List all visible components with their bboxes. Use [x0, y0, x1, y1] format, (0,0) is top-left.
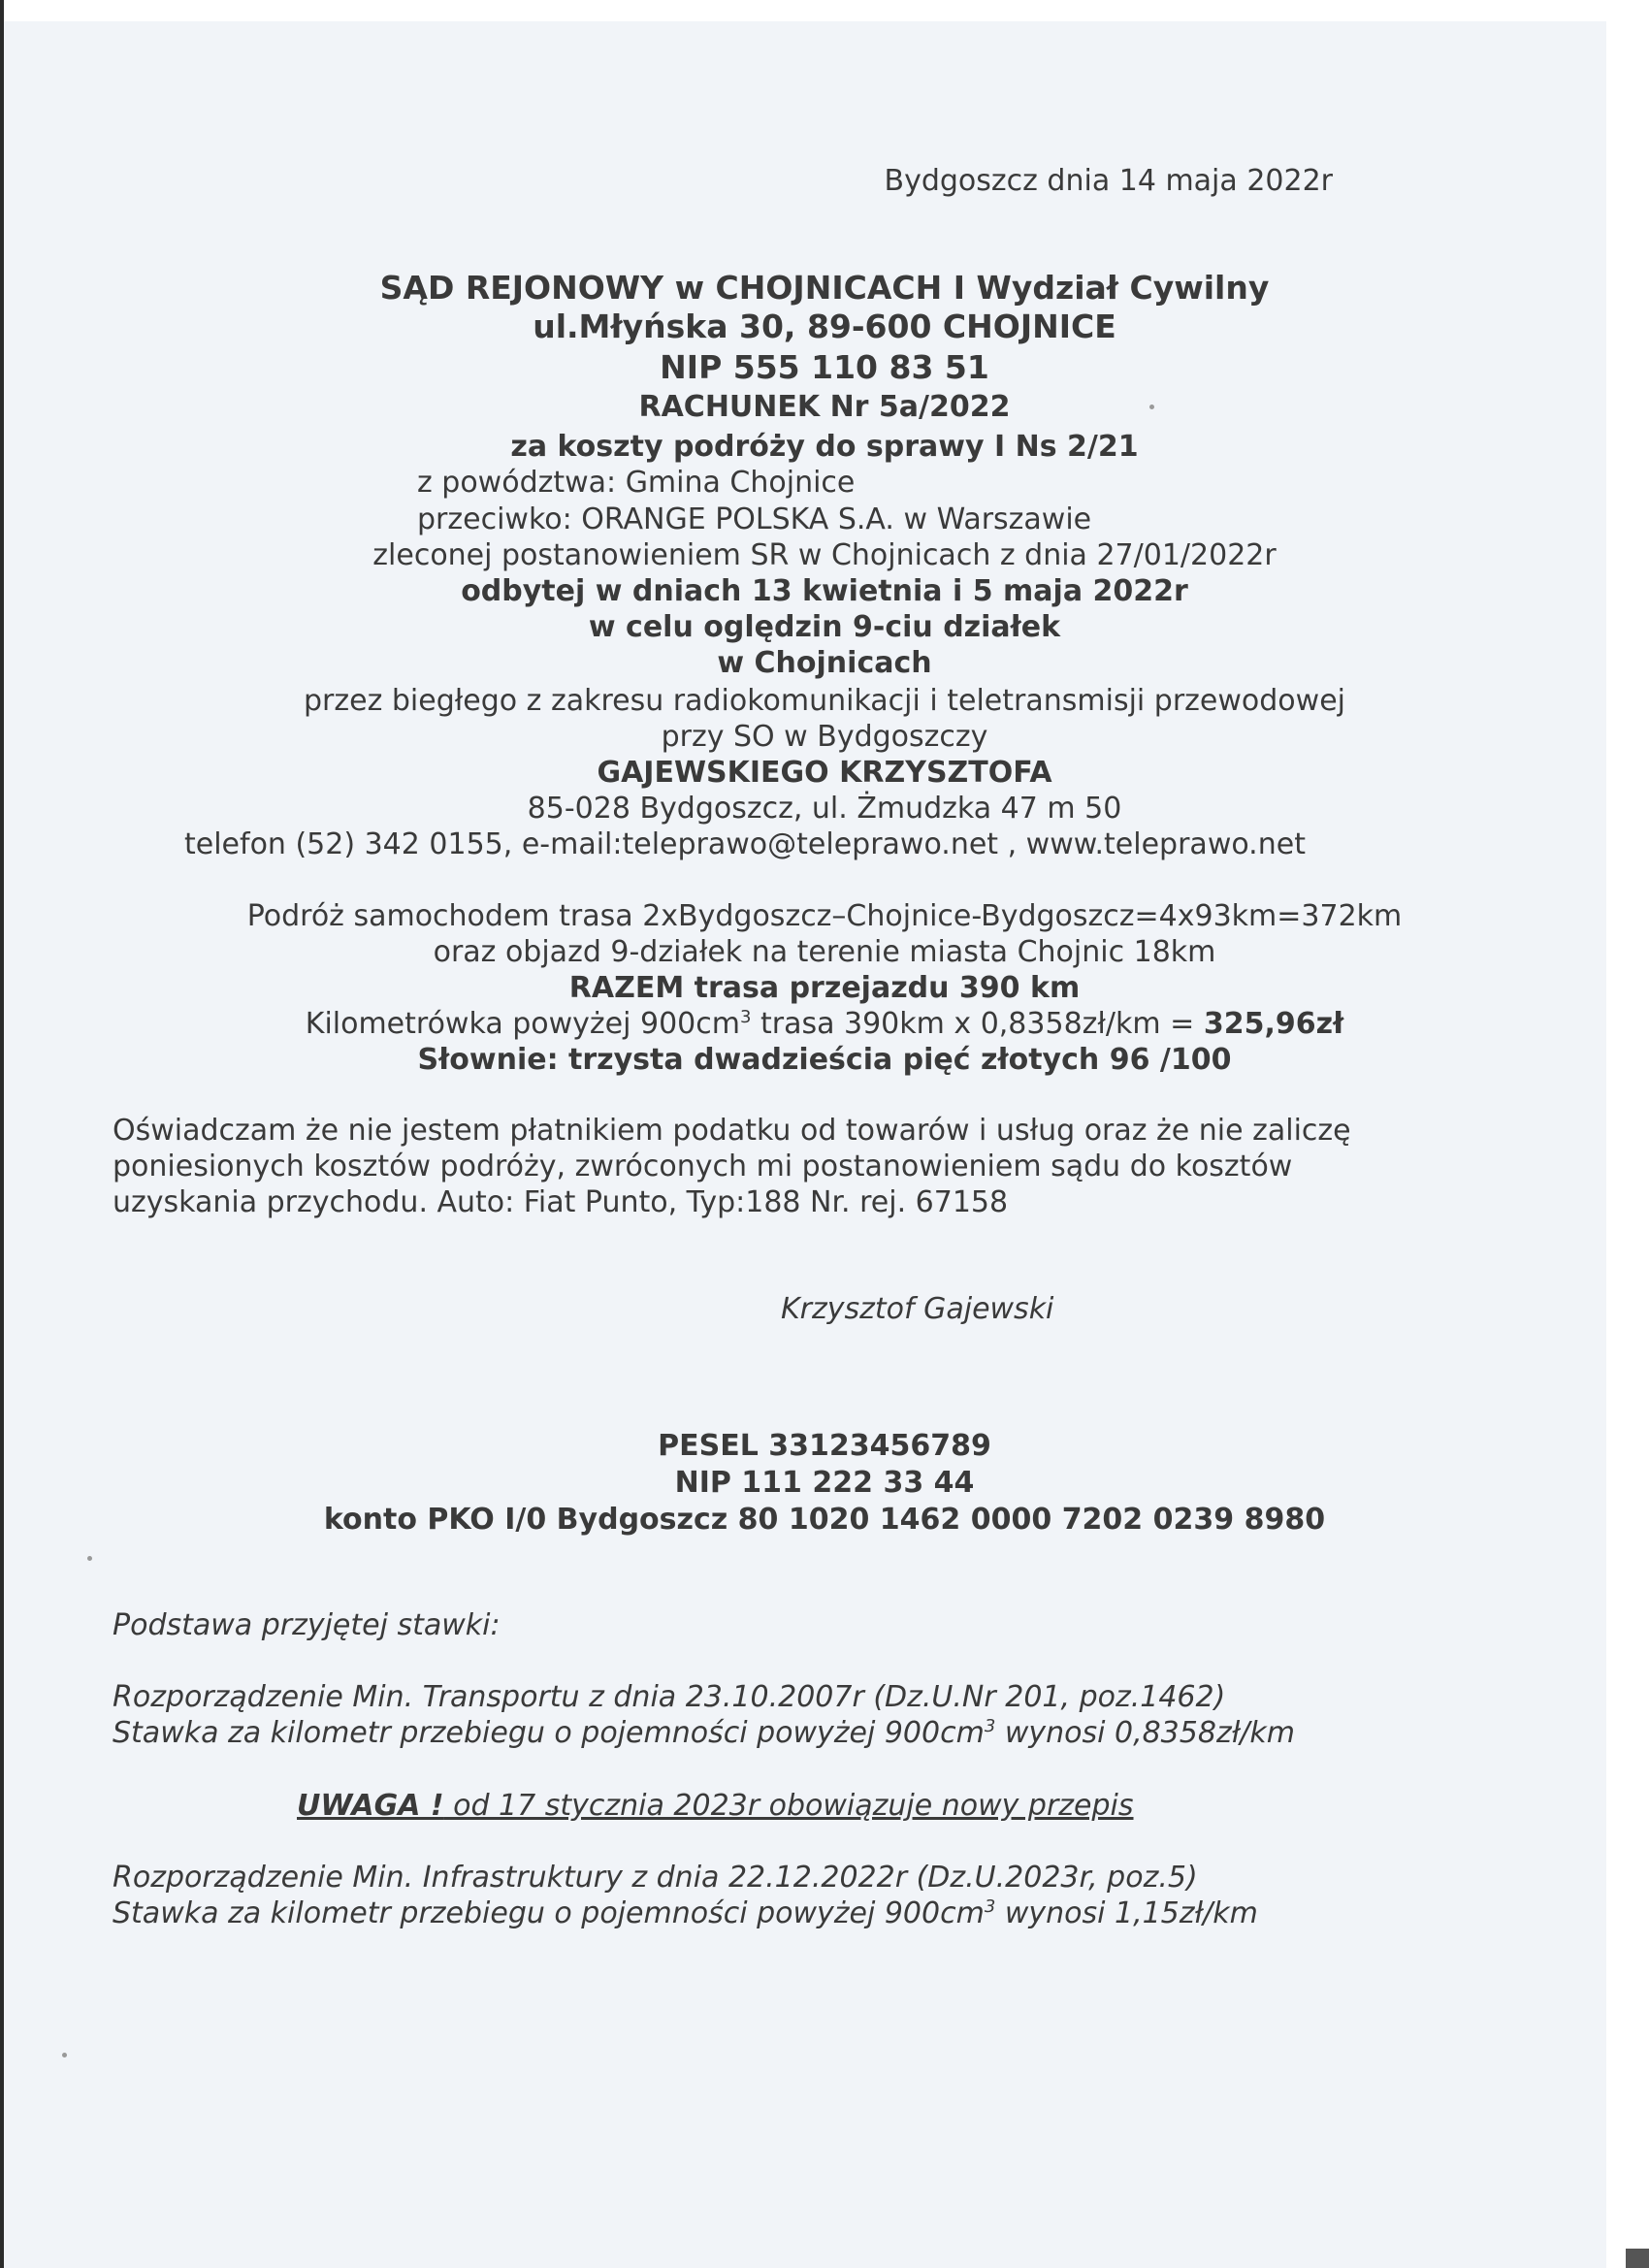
expert-name: GAJEWSKIEGO KRZYSZTOFA	[597, 756, 1052, 790]
invoice-number: RACHUNEK Nr 5a/2022	[638, 390, 1011, 424]
regulation-1-rate-value: wynosi 0,8358zł/km	[995, 1716, 1296, 1750]
expert-address: 85-028 Bydgoszcz, ul. Żmudzka 47 m 50	[527, 792, 1122, 826]
expert-contact: telefon (52) 342 0155, e-mail:teleprawo@teleprawo.net , www.teleprawo.net	[184, 827, 1306, 861]
warning-text: od 17 stycznia 2023r obowiązuje nowy przepis	[443, 1789, 1134, 1823]
court-address: ul.Młyńska 30, 89-600 CHOJNICE	[533, 308, 1116, 345]
date-line: Bydgoszcz dnia 14 maja 2022r	[884, 164, 1333, 198]
regulation-1-rate	[113, 1715, 1295, 1752]
statement-line: Oświadczam że nie jestem płatnikiem podatku od towarów i usług oraz że nie zaliczę	[113, 1114, 1351, 1148]
regulation-2: Rozporządzenie Min. Infrastruktury z dnia 22.12.2022r (Dz.U.2023r, poz.5)	[113, 1861, 1198, 1895]
total-route: RAZEM trasa przejazdu 390 km	[568, 971, 1081, 1005]
scan-edge-top	[0, 0, 1649, 21]
basis-heading: Podstawa przyjętej stawki:	[113, 1608, 501, 1642]
ordered-line: zleconej postanowieniem SR w Chojnicach z dnia 27/01/2022r	[372, 538, 1277, 572]
regulation-1: Rozporządzenie Min. Transportu z dnia 23.10.2007r (Dz.U.Nr 201, poz.1462)	[113, 1680, 1226, 1714]
signature-name: Krzysztof Gajewski	[781, 1292, 1054, 1326]
invoice-subject: za koszty podróży do sprawy I Ns 2/21	[510, 430, 1139, 464]
plaintiff-line: z powództwa: Gmina Chojnice	[417, 466, 856, 500]
visit-place: w Chojnicach	[717, 646, 932, 680]
defendant-line: przeciwko: ORANGE POLSKA S.A. w Warszawie	[417, 502, 1092, 536]
regulation-1-superscript: 3	[984, 1716, 996, 1736]
expert-line: przez biegłego z zakresu radiokomunikacji i teletransmisji przewodowej	[304, 684, 1345, 718]
amount-in-words: Słownie: trzysta dwadzieścia pięć złotych 96 /100	[417, 1043, 1232, 1077]
rate-total: 325,96zł	[1203, 1007, 1344, 1041]
pesel: PESEL 33123456789	[658, 1429, 991, 1463]
warning-label: UWAGA !	[297, 1789, 444, 1823]
regulation-2-rate	[113, 1895, 1258, 1932]
scan-corner-mark	[1626, 2249, 1649, 2268]
regulation-2-superscript: 3	[984, 1896, 996, 1917]
route-line: Podróż samochodem trasa 2xBydgoszcz–Chojnice-Bydgoszcz=4x93km=372km	[246, 899, 1403, 933]
rate-superscript: 3	[739, 1007, 752, 1027]
visit-dates: odbytej w dniach 13 kwietnia i 5 maja 2022r	[461, 574, 1188, 608]
expert-court: przy SO w Bydgoszczy	[661, 720, 988, 754]
rate-prefix: Kilometrówka powyżej 900cm	[305, 1007, 740, 1041]
regulation-2-rate-text: Stawka za kilometr przebiegu o pojemności powyżej 900cm	[113, 1896, 985, 1930]
rate-calculation	[0, 1006, 1649, 1043]
scan-speck	[87, 1556, 92, 1561]
bank-account: konto PKO I/0 Bydgoszcz 80 1020 1462 0000 7202 0239 8980	[323, 1503, 1326, 1537]
personal-nip: NIP 111 222 33 44	[674, 1466, 975, 1500]
court-name: SĄD REJONOWY w CHOJNICACH I Wydział Cywilny	[379, 269, 1270, 307]
statement-line: uzyskania przychodu. Auto: Fiat Punto, Typ:188 Nr. rej. 67158	[113, 1185, 1009, 1219]
warning-line	[297, 1788, 1134, 1825]
rate-mid: trasa 390km x 0,8358zł/km =	[751, 1007, 1204, 1041]
detour-line: oraz objazd 9-działek na terenie miasta Chojnic 18km	[433, 935, 1216, 969]
regulation-2-rate-value: wynosi 1,15zł/km	[995, 1896, 1258, 1930]
scan-speck	[62, 2053, 67, 2057]
visit-purpose: w celu oględzin 9-ciu działek	[588, 610, 1061, 644]
court-nip: NIP 555 110 83 51	[660, 348, 989, 386]
regulation-1-rate-text: Stawka za kilometr przebiegu o pojemności powyżej 900cm	[113, 1716, 985, 1750]
statement-line: poniesionych kosztów podróży, zwróconych mi postanowieniem sądu do kosztów	[113, 1150, 1293, 1183]
